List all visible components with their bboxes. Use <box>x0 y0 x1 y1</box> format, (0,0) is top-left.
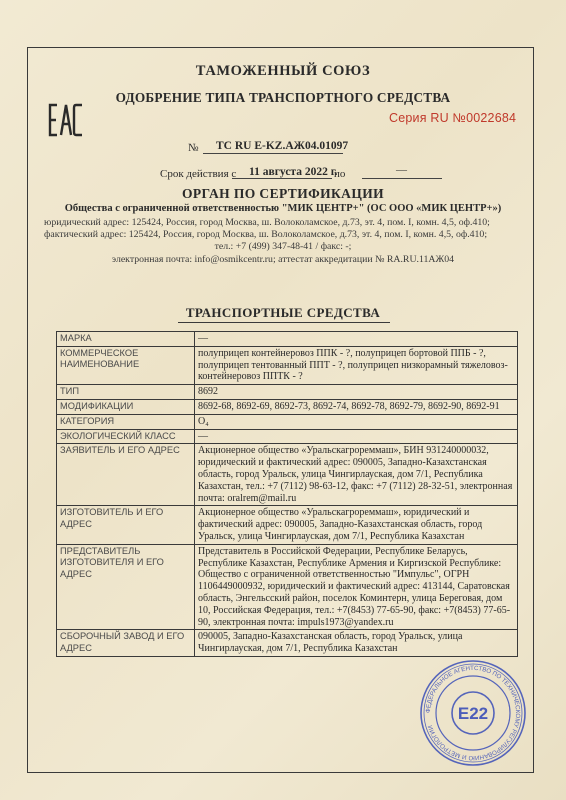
row-value: — <box>198 430 208 442</box>
body-email-accreditation: электронная почта: info@osmikcentr.ru; аттестат аккредитации № RA.RU.11АЖ04 <box>111 254 455 265</box>
stamp-code: E22 <box>457 704 489 723</box>
validity-from-underline <box>232 178 332 179</box>
table-row <box>57 347 517 385</box>
serial-number: Серия RU №0022684 <box>389 111 517 125</box>
vehicle-table <box>56 331 518 657</box>
union-heading: ТАМОЖЕННЫЙ СОЮЗ <box>195 63 371 79</box>
table-row <box>57 444 517 506</box>
row-value: 8692-68, 8692-69, 8692-73, 8692-74, 8692-78, 8692-79, 8692-90, 8692-91 <box>198 400 500 412</box>
validity-to-underline <box>362 178 442 179</box>
row-value: 8692 <box>198 386 218 398</box>
row-value: Представитель в Российской Федерации, Республике Беларусь, Республике Казахстан, Республике Армения и Киргизской Республике: Общество с ограниченной ответственностью "Импульс", ОГРН 1106449000932, юридический и фактический адрес: 413144, Саратовская область, Энгельсский район, поселок Коминтерн, улица Береговая, дом 10, Российская Федерация, тел.: +7(8453) 77-65-90, факс: +7(8453) 77-65-90, электронная почта: impuls1973@yandex.ru <box>198 545 511 628</box>
row-label: СБОРОЧНЫЙ ЗАВОД И ЕГО АДРЕС <box>57 630 195 656</box>
legal-address: юридический адрес: 125424, Россия, город Москва, ш. Волоколамское, д.73, эт. 4, пом. I, комн. 4,5, оф.410; <box>44 217 490 228</box>
vehicles-title-underline <box>178 322 390 323</box>
table-row <box>57 400 517 415</box>
table-row <box>57 385 517 400</box>
row-label: ИЗГОТОВИТЕЛЬ И ЕГО АДРЕС <box>57 506 195 543</box>
vehicles-title: ТРАНСПОРТНЫЕ СРЕДСТВА <box>185 305 381 320</box>
row-label: МОДИФИКАЦИИ <box>57 400 195 414</box>
body-phone: тел.: +7 (499) 347-48-41 / факс: -; <box>214 241 352 252</box>
row-label: МАРКА <box>57 332 195 346</box>
row-label: КАТЕГОРИЯ <box>57 415 195 429</box>
row-label: ТИП <box>57 385 195 399</box>
row-label: ПРЕДСТАВИТЕЛЬ ИЗГОТОВИТЕЛЯ И ЕГО АДРЕС <box>57 545 195 630</box>
approval-number: TC RU E-KZ.АЖ04.01097 <box>216 140 349 152</box>
number-sign: № <box>188 142 199 154</box>
svg-text:ФЕДЕРАЛЬНОЕ АГЕНТСТВО ПО ТЕХНИ: ФЕДЕРАЛЬНОЕ АГЕНТСТВО ПО ТЕХНИЧЕСКОМУ РЕГУЛИРОВАНИЮ И МЕТРОЛОГИИ <box>424 664 522 762</box>
table-row <box>57 506 517 544</box>
row-label: КОММЕРЧЕСКОЕ НАИМЕНОВАНИЕ <box>57 347 195 384</box>
table-row <box>57 430 517 445</box>
validity-label: Срок действия с <box>160 168 237 180</box>
document-title: ОДОБРЕНИЕ ТИПА ТРАНСПОРТНОГО СРЕДСТВА <box>115 90 451 105</box>
table-row <box>57 545 517 631</box>
row-value: O₄ <box>198 415 209 427</box>
table-row <box>57 630 517 656</box>
row-label: ЭКОЛОГИЧЕСКИЙ КЛАСС <box>57 430 195 444</box>
certification-body-name: Общества с ограниченной ответственностью "МИК ЦЕНТР+" (ОС ООО «МИК ЦЕНТР+») <box>64 203 502 214</box>
row-value: Акционерное общество «Уральскагрореммаш», БИН 931240000032, юридический и фактический адрес: 090005, Западно-Казахстанская область, город Уральск, улица Чингирлауская, дом 7/1, Республика Казахстан, тел.: +7 (7112) 98-63-12, факс: +7 (7112) 28-32-51, электронная почта: oralrem@mail.ru <box>198 445 513 504</box>
row-value: 090005, Западно-Казахстанская область, город Уральск, улица Чингирлауская, дом 7/1, Республика Казахстан <box>198 631 463 655</box>
eac-logo <box>48 101 84 139</box>
validity-from: 11 августа 2022 г. <box>249 166 338 178</box>
row-label: ЗАЯВИТЕЛЬ И ЕГО АДРЕС <box>57 444 195 505</box>
actual-address: фактический адрес: 125424, Россия, город Москва, ш. Волоколамское, д.73, эт. 4, пом. I, комн. 4,5, оф.410; <box>44 229 488 240</box>
row-value: полуприцеп контейнеровоз ППК - ?, полуприцеп бортовой ППБ - ?, полуприцеп тентованный ППТ - ?, полуприцеп низкорамный тяжеловоз-контейнеровоз ППТК - ? <box>198 347 508 383</box>
validity-to-label: по <box>334 168 346 180</box>
row-value: — <box>198 333 208 344</box>
row-value: Акционерное общество «Уральскагрореммаш», юридический и фактический адрес: 090005, Западно-Казахстанская область, город Уральск, улица Чингирлауская, дом 7/1, Республика Казахстан <box>198 507 483 542</box>
table-row <box>57 332 517 347</box>
certification-stamp <box>419 659 527 767</box>
table-row <box>57 415 517 430</box>
validity-to: — <box>396 164 407 176</box>
number-underline <box>203 153 343 154</box>
certification-body-title: ОРГАН ПО СЕРТИФИКАЦИИ <box>181 186 385 201</box>
